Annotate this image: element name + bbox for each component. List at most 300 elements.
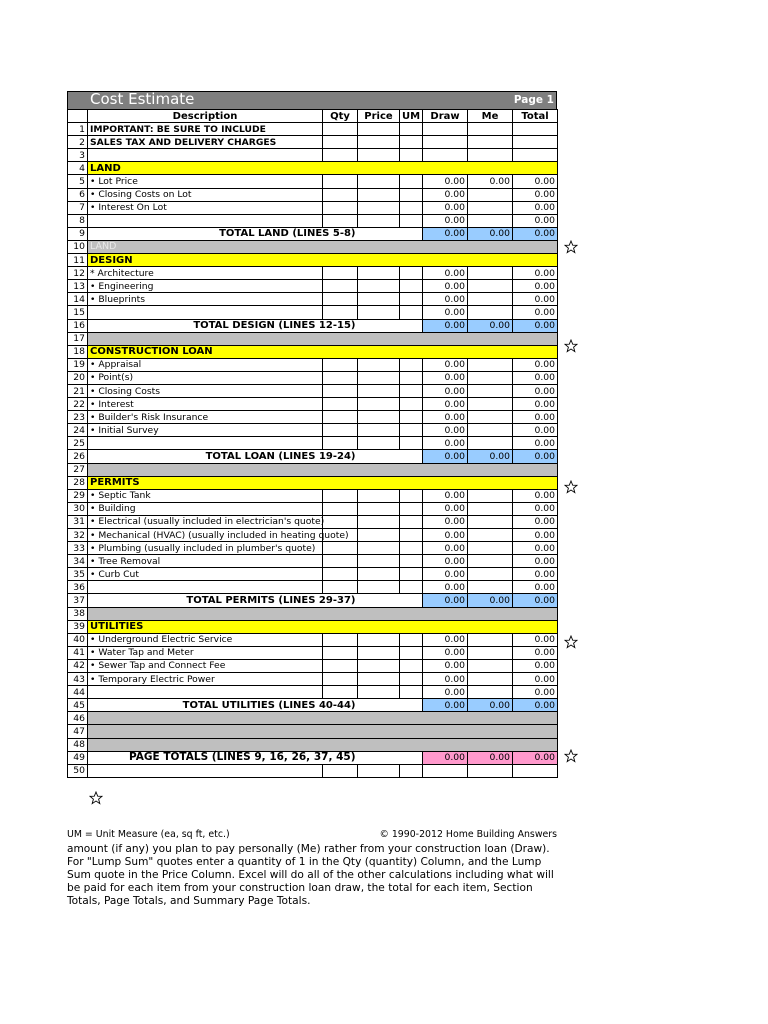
draw-cell: 0.00 [423,686,468,699]
description-cell[interactable]: • Temporary Electric Power [88,673,323,686]
sheet-row [68,659,558,672]
section-heading: CONSTRUCTION LOAN [88,345,558,358]
qty-cell[interactable] [323,515,358,528]
line-number: 10 [68,240,88,253]
description-cell[interactable]: • Closing Costs on Lot [88,188,323,201]
line-number: 20 [68,371,88,384]
description-cell[interactable]: • Septic Tank [88,489,323,502]
total-cell: 0.00 [513,594,558,607]
price-cell[interactable] [358,424,400,437]
total-cell: 0.00 [513,659,558,672]
price-cell[interactable] [358,437,400,450]
sheet-row [68,751,558,764]
qty-cell[interactable] [323,214,358,227]
description-cell[interactable]: • Builder's Risk Insurance [88,411,323,424]
me-cell[interactable] [468,306,513,319]
section-total-label: TOTAL LOAN (LINES 19-24) [88,450,358,463]
um-cell[interactable] [400,267,423,280]
price-cell[interactable] [358,136,400,149]
line-number: 22 [68,398,88,411]
me-cell[interactable] [468,280,513,293]
qty-cell[interactable] [323,201,358,214]
me-cell[interactable] [468,555,513,568]
draw-cell: 0.00 [423,502,468,515]
line-number: 42 [68,659,88,672]
description-cell[interactable] [88,437,323,450]
qty-cell[interactable] [323,659,358,672]
total-cell: 0.00 [513,673,558,686]
um-cell[interactable] [400,515,423,528]
total-cell: 0.00 [513,188,558,201]
draw-cell: 0.00 [423,293,468,306]
draw-cell: 0.00 [423,280,468,293]
star-icon [564,635,578,649]
price-cell[interactable] [358,633,400,646]
line-number: 33 [68,542,88,555]
section-heading: PERMITS [88,476,558,489]
me-cell[interactable] [468,201,513,214]
qty-cell[interactable] [323,188,358,201]
draw-cell: 0.00 [423,633,468,646]
qty-cell[interactable] [323,581,358,594]
um-cell[interactable] [400,384,423,397]
blank-cell [358,227,400,240]
sheet-row [68,515,558,528]
me-total-cell: 0.00 [468,319,513,332]
draw-cell [423,764,468,777]
price-cell[interactable] [358,358,400,371]
um-cell[interactable] [400,398,423,411]
total-cell: 0.00 [513,686,558,699]
description-cell[interactable]: • Engineering [88,280,323,293]
sheet-row [68,175,558,188]
draw-cell: 0.00 [423,646,468,659]
qty-cell[interactable] [323,555,358,568]
qty-cell[interactable] [323,489,358,502]
total-cell: 0.00 [513,384,558,397]
me-cell[interactable] [468,568,513,581]
sheet-row [68,267,558,280]
description-cell[interactable]: • Blueprints [88,293,323,306]
sheet-row [68,188,558,201]
um-cell[interactable] [400,659,423,672]
qty-cell[interactable] [323,306,358,319]
description-cell[interactable]: • Tree Removal [88,555,323,568]
sheet-row [68,620,558,633]
price-cell[interactable] [358,293,400,306]
line-number: 32 [68,529,88,542]
qty-cell[interactable] [323,424,358,437]
line-number: 17 [68,332,88,345]
price-cell[interactable] [358,515,400,528]
price-cell[interactable] [358,542,400,555]
description-cell[interactable]: • Interest On Lot [88,201,323,214]
draw-cell: 0.00 [423,201,468,214]
price-cell[interactable] [358,502,400,515]
cost-estimate-sheet [67,91,557,778]
draw-total-cell: 0.00 [423,699,468,712]
price-cell[interactable] [358,568,400,581]
me-cell[interactable] [468,633,513,646]
section-heading: UTILITIES [88,620,558,633]
copyright: © 1990-2012 Home Building Answers [379,829,557,840]
description-cell[interactable]: • Lot Price [88,175,323,188]
me-cell[interactable] [468,659,513,672]
description-cell[interactable] [88,306,323,319]
sheet-row [68,673,558,686]
draw-cell: 0.00 [423,489,468,502]
sheet-row [68,699,558,712]
um-cell[interactable] [400,123,423,136]
section-total-label: TOTAL LAND (LINES 5-8) [88,227,358,240]
total-cell: 0.00 [513,450,558,463]
blank-cell [400,450,423,463]
line-number: 34 [68,555,88,568]
draw-cell: 0.00 [423,542,468,555]
me-cell[interactable] [468,686,513,699]
line-number: 7 [68,201,88,214]
me-cell[interactable] [468,384,513,397]
me-cell[interactable] [468,267,513,280]
line-number: 46 [68,712,88,725]
qty-cell[interactable] [323,371,358,384]
me-cell[interactable] [468,515,513,528]
star-icon [89,791,103,805]
price-cell[interactable] [358,529,400,542]
qty-cell[interactable] [323,293,358,306]
total-cell [513,136,558,149]
price-cell[interactable] [358,149,400,162]
sheet-row [68,371,558,384]
line-number: 48 [68,738,88,751]
qty-cell[interactable] [323,673,358,686]
description-cell[interactable]: • Mechanical (HVAC) (usually included in heating quote) [88,529,323,542]
qty-cell[interactable] [323,123,358,136]
price-cell[interactable] [358,267,400,280]
description-cell[interactable] [88,686,323,699]
me-total-cell: 0.00 [468,594,513,607]
total-cell: 0.00 [513,515,558,528]
draw-header: Draw [423,110,468,123]
me-cell[interactable] [468,424,513,437]
um-cell[interactable] [400,646,423,659]
description-cell[interactable]: • Curb Cut [88,568,323,581]
description-cell[interactable] [88,581,323,594]
description-cell[interactable]: IMPORTANT: BE SURE TO INCLUDE [88,123,323,136]
draw-total-cell: 0.00 [423,319,468,332]
line-number: 16 [68,319,88,332]
line-number: 49 [68,751,88,764]
me-cell[interactable] [468,214,513,227]
line-number: 30 [68,502,88,515]
um-cell[interactable] [400,280,423,293]
sheet-row [68,345,558,358]
sheet-row [68,358,558,371]
qty-cell[interactable] [323,280,358,293]
total-header: Total [513,110,558,123]
price-cell[interactable] [358,306,400,319]
um-cell[interactable] [400,502,423,515]
sheet-row [68,254,558,267]
sheet-row [68,555,558,568]
draw-cell: 0.00 [423,267,468,280]
me-cell[interactable] [468,136,513,149]
separator-row [88,463,558,476]
um-cell[interactable] [400,175,423,188]
line-number: 2 [68,136,88,149]
description-cell[interactable]: • Initial Survey [88,424,323,437]
blank-cell [400,594,423,607]
um-cell[interactable] [400,411,423,424]
sheet-row [68,201,558,214]
line-number: 6 [68,188,88,201]
separator-row [88,738,558,751]
qty-cell[interactable] [323,136,358,149]
qty-cell[interactable] [323,267,358,280]
um-cell[interactable] [400,529,423,542]
price-cell[interactable] [358,581,400,594]
line-number: 8 [68,214,88,227]
um-cell[interactable] [400,293,423,306]
description-cell[interactable]: * Architecture [88,267,323,280]
um-cell[interactable] [400,581,423,594]
price-cell[interactable] [358,384,400,397]
qty-cell[interactable] [323,568,358,581]
price-cell[interactable] [358,659,400,672]
me-cell[interactable]: 0.00 [468,175,513,188]
description-cell[interactable]: • Building [88,502,323,515]
description-cell[interactable] [88,764,323,777]
line-number: 1 [68,123,88,136]
total-cell: 0.00 [513,398,558,411]
me-cell[interactable] [468,646,513,659]
draw-cell: 0.00 [423,568,468,581]
draw-cell: 0.00 [423,529,468,542]
description-cell[interactable]: • Sewer Tap and Connect Fee [88,659,323,672]
me-cell[interactable] [468,293,513,306]
total-cell: 0.00 [513,280,558,293]
qty-cell[interactable] [323,502,358,515]
me-header: Me [468,110,513,123]
sheet-row [68,712,558,725]
total-cell: 0.00 [513,358,558,371]
me-cell[interactable] [468,188,513,201]
total-cell: 0.00 [513,437,558,450]
total-cell: 0.00 [513,529,558,542]
sheet-row [68,633,558,646]
qty-cell[interactable] [323,646,358,659]
um-cell[interactable] [400,149,423,162]
draw-cell: 0.00 [423,371,468,384]
um-cell[interactable] [400,489,423,502]
me-cell[interactable] [468,764,513,777]
separator-row [88,725,558,738]
blank-cell [358,594,400,607]
price-cell[interactable] [358,201,400,214]
line-number: 29 [68,489,88,502]
um-cell[interactable] [400,358,423,371]
section-heading: LAND [88,162,558,175]
line-number: 47 [68,725,88,738]
um-cell[interactable] [400,371,423,384]
draw-cell: 0.00 [423,659,468,672]
total-cell: 0.00 [513,646,558,659]
um-cell[interactable] [400,306,423,319]
section-total-label: TOTAL PERMITS (LINES 29-37) [88,594,358,607]
um-cell[interactable] [400,214,423,227]
total-cell: 0.00 [513,633,558,646]
qty-cell[interactable] [323,633,358,646]
qty-cell[interactable] [323,437,358,450]
um-cell[interactable] [400,201,423,214]
draw-cell: 0.00 [423,306,468,319]
sheet-row [68,738,558,751]
me-cell[interactable] [468,358,513,371]
um-cell[interactable] [400,673,423,686]
price-cell[interactable] [358,175,400,188]
estimate-table [67,109,558,778]
blank-cell [358,699,400,712]
sheet-row [68,162,558,175]
um-note: UM = Unit Measure (ea, sq ft, etc.) [67,829,230,840]
um-cell[interactable] [400,686,423,699]
um-cell[interactable] [400,568,423,581]
draw-cell: 0.00 [423,398,468,411]
line-number: 14 [68,293,88,306]
blank-cell [400,319,423,332]
description-cell[interactable]: • Closing Costs [88,384,323,397]
me-cell[interactable] [468,123,513,136]
total-cell: 0.00 [513,751,558,764]
line-number: 28 [68,476,88,489]
total-cell: 0.00 [513,267,558,280]
star-icon [564,749,578,763]
um-cell[interactable] [400,136,423,149]
me-cell[interactable] [468,437,513,450]
um-cell[interactable] [400,437,423,450]
sheet-row [68,332,558,345]
draw-cell: 0.00 [423,515,468,528]
line-number: 3 [68,149,88,162]
line-number: 15 [68,306,88,319]
line-number: 9 [68,227,88,240]
sheet-row [68,424,558,437]
price-cell[interactable] [358,646,400,659]
price-cell[interactable] [358,764,400,777]
description-cell[interactable]: SALES TAX AND DELIVERY CHARGES [88,136,323,149]
description-cell[interactable]: • Water Tap and Meter [88,646,323,659]
qty-cell[interactable] [323,411,358,424]
description-cell[interactable]: • Point(s) [88,371,323,384]
line-number: 27 [68,463,88,476]
description-cell[interactable] [88,214,323,227]
me-cell[interactable] [468,529,513,542]
price-cell[interactable] [358,280,400,293]
description-cell[interactable]: • Appraisal [88,358,323,371]
me-cell[interactable] [468,581,513,594]
me-cell[interactable] [468,542,513,555]
description-cell[interactable]: • Interest [88,398,323,411]
price-cell[interactable] [358,673,400,686]
total-cell: 0.00 [513,502,558,515]
me-cell[interactable] [468,489,513,502]
total-cell: 0.00 [513,306,558,319]
um-cell[interactable] [400,633,423,646]
qty-cell[interactable] [323,764,358,777]
description-cell[interactable]: • Electrical (usually included in electrician's quote) [88,515,323,528]
line-number: 23 [68,411,88,424]
um-cell[interactable] [400,424,423,437]
line-number: 36 [68,581,88,594]
price-cell[interactable] [358,371,400,384]
price-cell[interactable] [358,188,400,201]
qty-cell[interactable] [323,175,358,188]
price-cell[interactable] [358,398,400,411]
qty-cell[interactable] [323,384,358,397]
price-cell[interactable] [358,686,400,699]
draw-cell: 0.00 [423,411,468,424]
line-number-header [68,110,88,123]
me-cell[interactable] [468,673,513,686]
qty-cell[interactable] [323,398,358,411]
star-icon [564,480,578,494]
um-cell[interactable] [400,764,423,777]
price-cell[interactable] [358,411,400,424]
draw-cell [423,136,468,149]
um-cell[interactable] [400,188,423,201]
me-cell[interactable] [468,149,513,162]
section-total-label: TOTAL UTILITIES (LINES 40-44) [88,699,358,712]
line-number: 4 [68,162,88,175]
me-cell[interactable] [468,411,513,424]
description-header: Description [88,110,323,123]
description-cell[interactable] [88,149,323,162]
draw-cell: 0.00 [423,555,468,568]
line-number: 38 [68,607,88,620]
draw-total-cell: 0.00 [423,594,468,607]
draw-total-cell: 0.00 [423,227,468,240]
price-cell[interactable] [358,214,400,227]
total-cell: 0.00 [513,581,558,594]
line-number: 12 [68,267,88,280]
sheet-row [68,437,558,450]
blank-cell [358,450,400,463]
sheet-row [68,280,558,293]
price-cell[interactable] [358,123,400,136]
description-cell[interactable]: • Plumbing (usually included in plumber's quote) [88,542,323,555]
qty-cell[interactable] [323,358,358,371]
line-number: 35 [68,568,88,581]
qty-cell[interactable] [323,542,358,555]
sheet-row [68,319,558,332]
column-header-row [68,110,558,123]
line-number: 44 [68,686,88,699]
um-cell[interactable] [400,542,423,555]
draw-cell: 0.00 [423,384,468,397]
price-cell[interactable] [358,489,400,502]
me-cell[interactable] [468,398,513,411]
um-cell[interactable] [400,555,423,568]
me-cell[interactable] [468,502,513,515]
draw-cell: 0.00 [423,358,468,371]
qty-cell[interactable] [323,149,358,162]
me-cell[interactable] [468,371,513,384]
description-cell[interactable]: • Underground Electric Service [88,633,323,646]
price-cell[interactable] [358,555,400,568]
total-cell [513,764,558,777]
qty-cell[interactable] [323,686,358,699]
line-number: 18 [68,345,88,358]
